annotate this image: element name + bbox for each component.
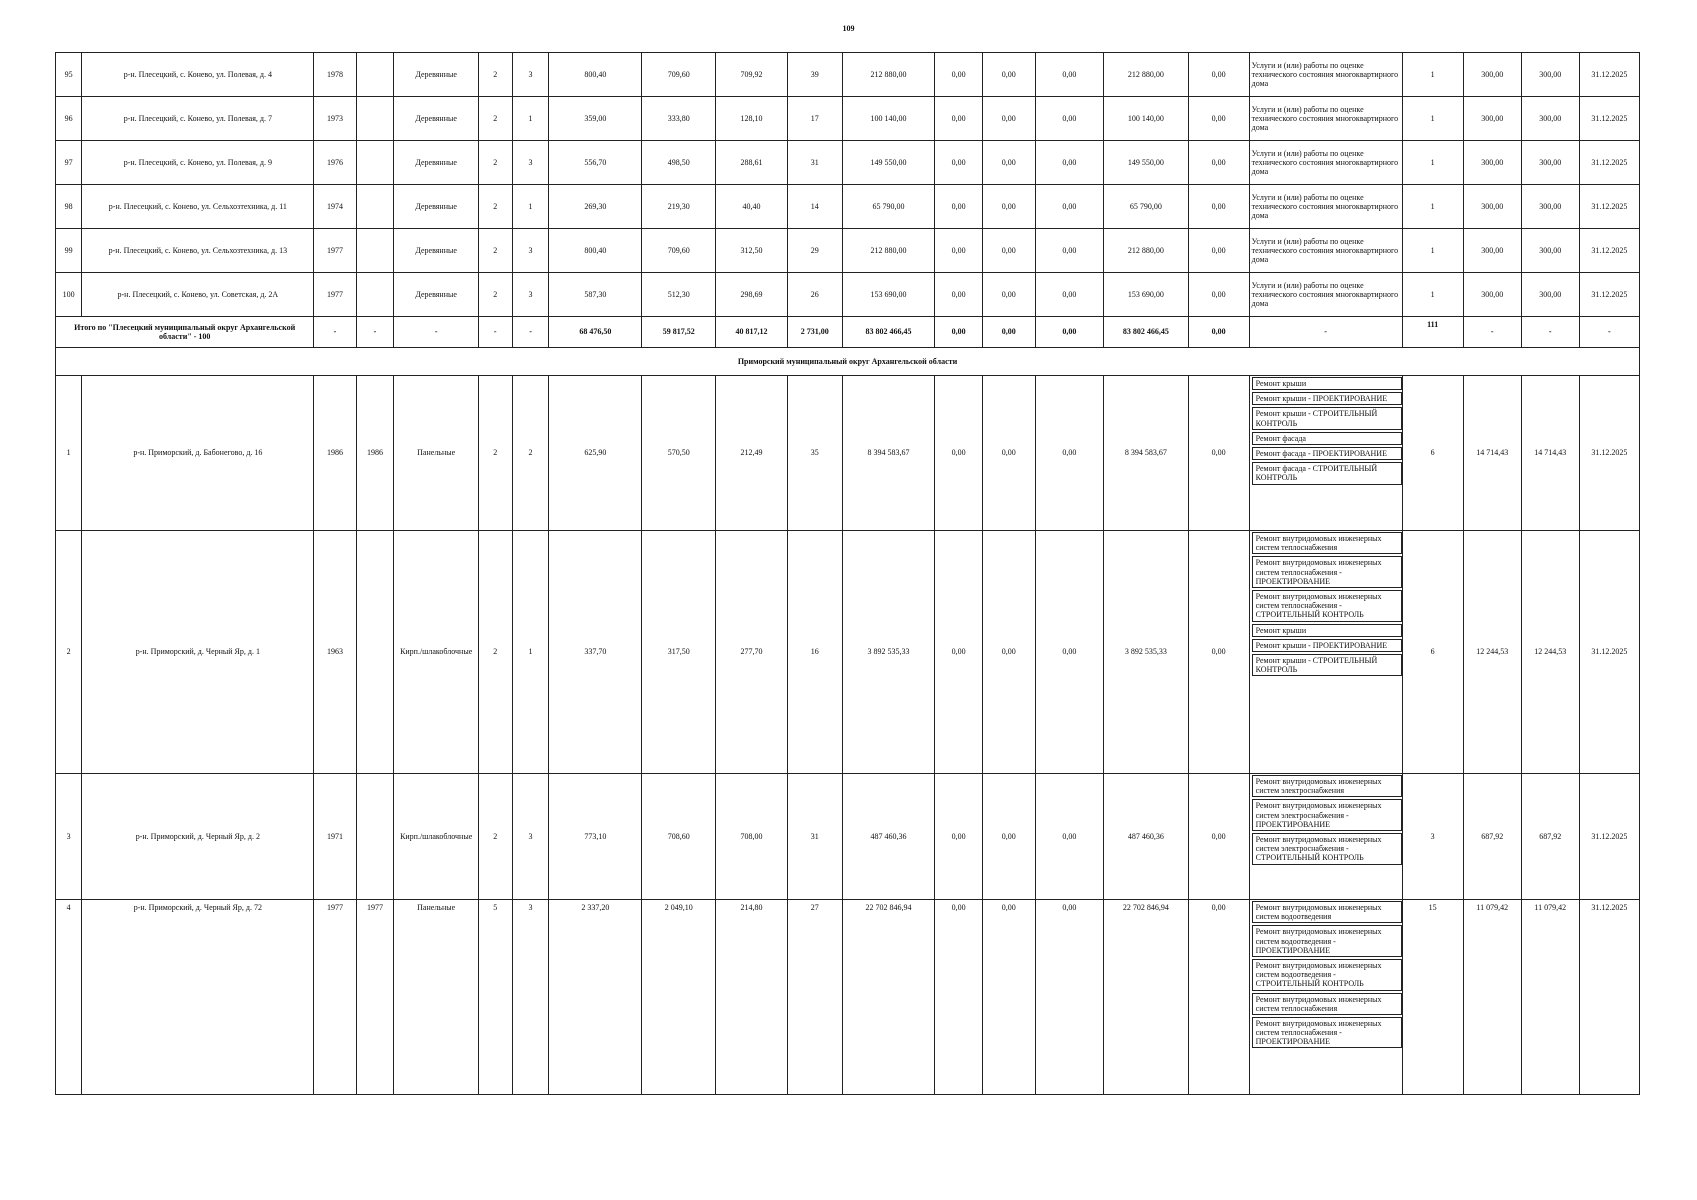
cell-entr: 1: [512, 185, 549, 229]
cell-year1: 1986: [314, 376, 356, 531]
works-list: [1252, 531, 1402, 677]
cell-year2: [356, 97, 394, 141]
cell-work: Услуги и (или) работы по оценке технического состояния многоквартирного дома: [1249, 185, 1402, 229]
cell-year1: 1978: [314, 53, 356, 97]
cell-n: 4: [56, 900, 82, 1095]
cell-area_res: 570,50: [642, 376, 716, 531]
cell-f1: 0,00: [935, 141, 982, 185]
cell-cost: 212 880,00: [842, 53, 935, 97]
cell-n: 100: [56, 273, 82, 317]
cell-material: Деревянные: [394, 53, 478, 97]
work-item: Ремонт фасада - СТРОИТЕЛЬНЫЙ КОНТРОЛЬ: [1252, 462, 1402, 484]
cell-people: 35: [787, 376, 842, 531]
cell-f5: 0,00: [1188, 185, 1249, 229]
table-row: [56, 774, 1640, 900]
cell-cost: 153 690,00: [842, 273, 935, 317]
cell-address: р-н. Плесецкий, с. Конево, ул. Полевая, д. 7: [82, 97, 314, 141]
cell-date: 31.12.2025: [1579, 531, 1639, 774]
cell-f2: 0,00: [982, 900, 1035, 1095]
cell-material: Деревянные: [394, 97, 478, 141]
cell-f1: 0,00: [935, 97, 982, 141]
cell-f1: 0,00: [935, 900, 982, 1095]
cell-year2: 1986: [356, 376, 394, 531]
cell-qty: 6: [1402, 531, 1463, 774]
cell-f4: 8 394 583,67: [1104, 376, 1188, 531]
cell-uc2: 12 244,53: [1521, 531, 1579, 774]
table-row: [56, 185, 1640, 229]
cell-qty: 1: [1402, 229, 1463, 273]
cell-f5: 0,00: [1188, 97, 1249, 141]
total-f5: 0,00: [1188, 317, 1249, 348]
work-item: Ремонт внутридомовых инженерных систем теплоснабжения - ПРОЕКТИРОВАНИЕ: [1252, 1017, 1402, 1049]
cell-qty: 1: [1402, 53, 1463, 97]
cell-floors: 2: [478, 774, 512, 900]
cell-year1: 1974: [314, 185, 356, 229]
cell-uc2: 300,00: [1521, 229, 1579, 273]
cell-people: 14: [787, 185, 842, 229]
cell-qty: 6: [1402, 376, 1463, 531]
cell-f5: 0,00: [1188, 141, 1249, 185]
cell-f5: 0,00: [1188, 273, 1249, 317]
cell-uc2: 687,92: [1521, 774, 1579, 900]
cell-n: 99: [56, 229, 82, 273]
cell-f2: 0,00: [982, 97, 1035, 141]
cell-uc2: 300,00: [1521, 273, 1579, 317]
cell-people: 26: [787, 273, 842, 317]
total-people: 2 731,00: [787, 317, 842, 348]
cell-area_total: 625,90: [549, 376, 642, 531]
cell-qty: 1: [1402, 97, 1463, 141]
cell-area_own: 277,70: [716, 531, 788, 774]
cell-f4: 153 690,00: [1104, 273, 1188, 317]
total-area_total: 68 476,50: [549, 317, 642, 348]
cell-cost: 487 460,36: [842, 774, 935, 900]
total-c1: -: [314, 317, 356, 348]
cell-qty: 15: [1402, 900, 1463, 1095]
cell-uc2: 300,00: [1521, 185, 1579, 229]
total-qty: 111: [1402, 317, 1463, 348]
cell-f4: 65 790,00: [1104, 185, 1188, 229]
cell-area_total: 556,70: [549, 141, 642, 185]
table-row: [56, 900, 1640, 1095]
cell-floors: 2: [478, 531, 512, 774]
cell-year2: [356, 185, 394, 229]
cell-f2: 0,00: [982, 229, 1035, 273]
cell-uc1: 14 714,43: [1463, 376, 1521, 531]
work-item: Ремонт внутридомовых инженерных систем электроснабжения - ПРОЕКТИРОВАНИЕ: [1252, 799, 1402, 831]
cell-f2: 0,00: [982, 185, 1035, 229]
cell-floors: 2: [478, 273, 512, 317]
cell-people: 31: [787, 141, 842, 185]
cell-n: 96: [56, 97, 82, 141]
cell-uc1: 300,00: [1463, 53, 1521, 97]
cell-address: р-н. Плесецкий, с. Конево, ул. Советская, д. 2А: [82, 273, 314, 317]
cell-f4: 100 140,00: [1104, 97, 1188, 141]
cell-work: Услуги и (или) работы по оценке технического состояния многоквартирного дома: [1249, 229, 1402, 273]
cell-material: Кирп./шлакоблочные: [394, 774, 478, 900]
cell-uc1: 300,00: [1463, 273, 1521, 317]
cell-material: Деревянные: [394, 273, 478, 317]
cell-area_total: 337,70: [549, 531, 642, 774]
cell-f3: 0,00: [1035, 531, 1104, 774]
cell-entr: 3: [512, 229, 549, 273]
work-item: Ремонт внутридомовых инженерных систем теплоснабжения - СТРОИТЕЛЬНЫЙ КОНТРОЛЬ: [1252, 590, 1402, 622]
table-row: [56, 229, 1640, 273]
cell-floors: 2: [478, 376, 512, 531]
cell-area_res: 2 049,10: [642, 900, 716, 1095]
total-f1: 0,00: [935, 317, 982, 348]
cell-work: Услуги и (или) работы по оценке технического состояния многоквартирного дома: [1249, 141, 1402, 185]
cell-people: 31: [787, 774, 842, 900]
cell-n: 3: [56, 774, 82, 900]
cell-year2: [356, 273, 394, 317]
cell-cost: 22 702 846,94: [842, 900, 935, 1095]
cell-f3: 0,00: [1035, 185, 1104, 229]
table-row: [56, 376, 1640, 531]
work-item: Ремонт крыши - ПРОЕКТИРОВАНИЕ: [1252, 392, 1402, 405]
cell-uc1: 300,00: [1463, 97, 1521, 141]
cell-f4: 212 880,00: [1104, 53, 1188, 97]
cell-uc1: 11 079,42: [1463, 900, 1521, 1095]
total-area_res: 59 817,52: [642, 317, 716, 348]
cell-f5: 0,00: [1188, 376, 1249, 531]
table-row: [56, 531, 1640, 774]
cell-year2: 1977: [356, 900, 394, 1095]
works-list: [1252, 376, 1402, 486]
cell-uc1: 300,00: [1463, 185, 1521, 229]
cell-f5: 0,00: [1188, 900, 1249, 1095]
cell-floors: 2: [478, 141, 512, 185]
cell-f2: 0,00: [982, 273, 1035, 317]
cell-material: Деревянные: [394, 141, 478, 185]
cell-uc1: 687,92: [1463, 774, 1521, 900]
work-item: Ремонт внутридомовых инженерных систем электроснабжения - СТРОИТЕЛЬНЫЙ КОНТРОЛЬ: [1252, 833, 1402, 865]
cell-f5: 0,00: [1188, 229, 1249, 273]
cell-f1: 0,00: [935, 531, 982, 774]
cell-year2: [356, 229, 394, 273]
cell-area_res: 512,30: [642, 273, 716, 317]
cell-address: р-н. Приморский, д. Бабонегово, д. 16: [82, 376, 314, 531]
cell-f1: 0,00: [935, 185, 982, 229]
cell-date: 31.12.2025: [1579, 141, 1639, 185]
total-date: -: [1579, 317, 1639, 348]
cell-cost: 3 892 535,33: [842, 531, 935, 774]
cell-uc2: 300,00: [1521, 53, 1579, 97]
page-number: 109: [842, 24, 855, 33]
cell-area_res: 317,50: [642, 531, 716, 774]
works-list: [1252, 900, 1402, 1049]
cell-uc1: 300,00: [1463, 141, 1521, 185]
cell-f4: 22 702 846,94: [1104, 900, 1188, 1095]
cell-f3: 0,00: [1035, 229, 1104, 273]
cell-cost: 8 394 583,67: [842, 376, 935, 531]
cell-works: [1249, 774, 1402, 900]
total-label: Итого по "Плесецкий муниципальный округ Архангельской области" - 100: [56, 317, 314, 348]
cell-year1: 1976: [314, 141, 356, 185]
cell-uc1: 12 244,53: [1463, 531, 1521, 774]
cell-n: 2: [56, 531, 82, 774]
cell-work: Услуги и (или) работы по оценке технического состояния многоквартирного дома: [1249, 53, 1402, 97]
cell-works: [1249, 900, 1402, 1095]
cell-area_own: 40,40: [716, 185, 788, 229]
cell-address: р-н. Плесецкий, с. Конево, ул. Сельхозтехника, д. 13: [82, 229, 314, 273]
cell-address: р-н. Плесецкий, с. Конево, ул. Полевая, д. 9: [82, 141, 314, 185]
work-item: Ремонт внутридомовых инженерных систем электроснабжения: [1252, 775, 1402, 797]
cell-area_own: 298,69: [716, 273, 788, 317]
cell-address: р-н. Приморский, д. Черный Яр, д. 2: [82, 774, 314, 900]
cell-area_own: 128,10: [716, 97, 788, 141]
register-table: [55, 52, 1640, 1095]
cell-year1: 1963: [314, 531, 356, 774]
cell-address: р-н. Плесецкий, с. Конево, ул. Полевая, д. 4: [82, 53, 314, 97]
cell-cost: 100 140,00: [842, 97, 935, 141]
cell-f2: 0,00: [982, 531, 1035, 774]
cell-uc2: 11 079,42: [1521, 900, 1579, 1095]
work-item: Ремонт внутридомовых инженерных систем водоотведения - СТРОИТЕЛЬНЫЙ КОНТРОЛЬ: [1252, 959, 1402, 991]
work-item: Ремонт крыши - ПРОЕКТИРОВАНИЕ: [1252, 639, 1402, 652]
cell-date: 31.12.2025: [1579, 185, 1639, 229]
cell-year1: 1977: [314, 229, 356, 273]
cell-address: р-н. Приморский, д. Черный Яр, д. 1: [82, 531, 314, 774]
table-row: [56, 97, 1640, 141]
cell-cost: 65 790,00: [842, 185, 935, 229]
cell-area_res: 219,30: [642, 185, 716, 229]
work-item: Ремонт крыши: [1252, 377, 1402, 390]
cell-area_own: 212,49: [716, 376, 788, 531]
cell-area_total: 269,30: [549, 185, 642, 229]
cell-f5: 0,00: [1188, 53, 1249, 97]
cell-address: р-н. Приморский, д. Черный Яр, д. 72: [82, 900, 314, 1095]
cell-uc2: 14 714,43: [1521, 376, 1579, 531]
cell-f4: 487 460,36: [1104, 774, 1188, 900]
cell-material: Деревянные: [394, 185, 478, 229]
register-body: [56, 53, 1640, 1095]
cell-entr: 3: [512, 273, 549, 317]
cell-entr: 3: [512, 141, 549, 185]
cell-floors: 5: [478, 900, 512, 1095]
cell-year2: [356, 53, 394, 97]
cell-qty: 1: [1402, 273, 1463, 317]
cell-year2: [356, 774, 394, 900]
cell-entr: 3: [512, 53, 549, 97]
total-uc1: -: [1463, 317, 1521, 348]
cell-year2: [356, 141, 394, 185]
cell-entr: 2: [512, 376, 549, 531]
cell-uc1: 300,00: [1463, 229, 1521, 273]
cell-area_res: 709,60: [642, 229, 716, 273]
cell-material: Деревянные: [394, 229, 478, 273]
cell-date: 31.12.2025: [1579, 900, 1639, 1095]
cell-year1: 1977: [314, 273, 356, 317]
cell-area_own: 288,61: [716, 141, 788, 185]
cell-floors: 2: [478, 185, 512, 229]
work-item: Ремонт внутридомовых инженерных систем теплоснабжения - ПРОЕКТИРОВАНИЕ: [1252, 556, 1402, 588]
total-uc2: -: [1521, 317, 1579, 348]
cell-work: Услуги и (или) работы по оценке технического состояния многоквартирного дома: [1249, 273, 1402, 317]
cell-material: Панельные: [394, 900, 478, 1095]
cell-cost: 212 880,00: [842, 229, 935, 273]
cell-f3: 0,00: [1035, 97, 1104, 141]
cell-area_own: 708,00: [716, 774, 788, 900]
cell-qty: 1: [1402, 185, 1463, 229]
cell-people: 17: [787, 97, 842, 141]
cell-f5: 0,00: [1188, 531, 1249, 774]
works-list: [1252, 774, 1402, 866]
cell-f1: 0,00: [935, 53, 982, 97]
cell-area_own: 709,92: [716, 53, 788, 97]
total-row: [56, 317, 1640, 348]
cell-year2: [356, 531, 394, 774]
cell-f1: 0,00: [935, 774, 982, 900]
cell-cost: 149 550,00: [842, 141, 935, 185]
cell-floors: 2: [478, 53, 512, 97]
total-cost: 83 802 466,45: [842, 317, 935, 348]
total-c4: -: [478, 317, 512, 348]
cell-date: 31.12.2025: [1579, 97, 1639, 141]
table-row: [56, 53, 1640, 97]
cell-f2: 0,00: [982, 141, 1035, 185]
cell-f1: 0,00: [935, 229, 982, 273]
cell-area_res: 709,60: [642, 53, 716, 97]
cell-entr: 3: [512, 900, 549, 1095]
cell-uc2: 300,00: [1521, 141, 1579, 185]
cell-f3: 0,00: [1035, 774, 1104, 900]
cell-f4: 212 880,00: [1104, 229, 1188, 273]
section-row: [56, 348, 1640, 376]
cell-f2: 0,00: [982, 376, 1035, 531]
cell-area_own: 214,80: [716, 900, 788, 1095]
total-f3: 0,00: [1035, 317, 1104, 348]
cell-date: 31.12.2025: [1579, 273, 1639, 317]
cell-f3: 0,00: [1035, 53, 1104, 97]
cell-n: 97: [56, 141, 82, 185]
work-item: Ремонт крыши: [1252, 624, 1402, 637]
cell-people: 16: [787, 531, 842, 774]
cell-area_res: 708,60: [642, 774, 716, 900]
cell-area_total: 359,00: [549, 97, 642, 141]
cell-works: [1249, 531, 1402, 774]
cell-area_res: 333,80: [642, 97, 716, 141]
work-item: Ремонт крыши - СТРОИТЕЛЬНЫЙ КОНТРОЛЬ: [1252, 407, 1402, 429]
cell-area_total: 800,40: [549, 229, 642, 273]
cell-people: 27: [787, 900, 842, 1095]
total-c3: -: [394, 317, 478, 348]
total-f2: 0,00: [982, 317, 1035, 348]
total-c2: -: [356, 317, 394, 348]
work-item: Ремонт фасада - ПРОЕКТИРОВАНИЕ: [1252, 447, 1402, 460]
cell-f3: 0,00: [1035, 141, 1104, 185]
cell-people: 29: [787, 229, 842, 273]
cell-material: Кирп./шлакоблочные: [394, 531, 478, 774]
cell-floors: 2: [478, 229, 512, 273]
table-row: [56, 141, 1640, 185]
work-item: Ремонт фасада: [1252, 432, 1402, 445]
cell-qty: 1: [1402, 141, 1463, 185]
cell-work: Услуги и (или) работы по оценке технического состояния многоквартирного дома: [1249, 97, 1402, 141]
cell-date: 31.12.2025: [1579, 53, 1639, 97]
total-f4: 83 802 466,45: [1104, 317, 1188, 348]
cell-area_total: 773,10: [549, 774, 642, 900]
section-title: Приморский муниципальный округ Архангельской области: [56, 348, 1640, 376]
cell-f3: 0,00: [1035, 900, 1104, 1095]
cell-date: 31.12.2025: [1579, 376, 1639, 531]
cell-year1: 1973: [314, 97, 356, 141]
cell-f3: 0,00: [1035, 273, 1104, 317]
cell-date: 31.12.2025: [1579, 774, 1639, 900]
cell-date: 31.12.2025: [1579, 229, 1639, 273]
work-item: Ремонт внутридомовых инженерных систем теплоснабжения: [1252, 993, 1402, 1015]
cell-n: 1: [56, 376, 82, 531]
work-item: Ремонт крыши - СТРОИТЕЛЬНЫЙ КОНТРОЛЬ: [1252, 654, 1402, 676]
total-area_own: 40 817,12: [716, 317, 788, 348]
cell-year1: 1977: [314, 900, 356, 1095]
cell-entr: 3: [512, 774, 549, 900]
cell-floors: 2: [478, 97, 512, 141]
cell-f5: 0,00: [1188, 774, 1249, 900]
work-item: Ремонт внутридомовых инженерных систем водоотведения - ПРОЕКТИРОВАНИЕ: [1252, 925, 1402, 957]
cell-qty: 3: [1402, 774, 1463, 900]
cell-area_total: 800,40: [549, 53, 642, 97]
cell-f2: 0,00: [982, 774, 1035, 900]
cell-f4: 3 892 535,33: [1104, 531, 1188, 774]
cell-n: 95: [56, 53, 82, 97]
cell-f2: 0,00: [982, 53, 1035, 97]
work-item: Ремонт внутридомовых инженерных систем водоотведения: [1252, 901, 1402, 923]
table-row: [56, 273, 1640, 317]
cell-material: Панельные: [394, 376, 478, 531]
total-c5: -: [512, 317, 549, 348]
cell-works: [1249, 376, 1402, 531]
cell-area_res: 498,50: [642, 141, 716, 185]
work-item: Ремонт внутридомовых инженерных систем теплоснабжения: [1252, 532, 1402, 554]
cell-area_own: 312,50: [716, 229, 788, 273]
cell-year1: 1971: [314, 774, 356, 900]
cell-entr: 1: [512, 97, 549, 141]
cell-area_total: 587,30: [549, 273, 642, 317]
cell-people: 39: [787, 53, 842, 97]
cell-n: 98: [56, 185, 82, 229]
cell-area_total: 2 337,20: [549, 900, 642, 1095]
cell-uc2: 300,00: [1521, 97, 1579, 141]
cell-address: р-н. Плесецкий, с. Конево, ул. Сельхозтехника, д. 11: [82, 185, 314, 229]
cell-entr: 1: [512, 531, 549, 774]
cell-f4: 149 550,00: [1104, 141, 1188, 185]
cell-f1: 0,00: [935, 273, 982, 317]
total-work: -: [1249, 317, 1402, 348]
cell-f1: 0,00: [935, 376, 982, 531]
cell-f3: 0,00: [1035, 376, 1104, 531]
